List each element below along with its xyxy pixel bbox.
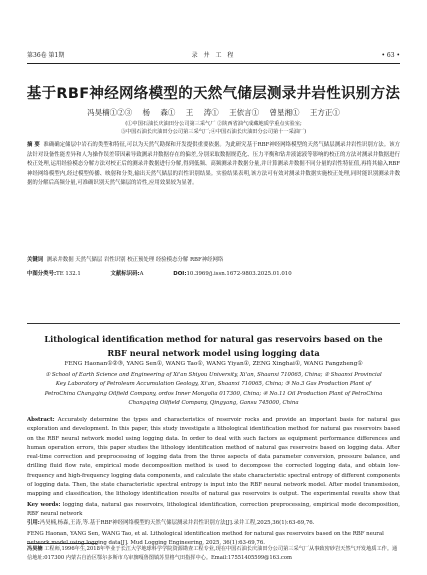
en-abstract-text: Accurately determine the types and characteristics of reservoir rocks and provide an important basis for natural gas exploration and development. In this paper, this study investigate a lithological identification method for natural gas reservoirs based on the RBF neural network model using logging data. In order to deal with such factors as equipment performance differences and human operation errors, this paper studies the lithology identification method of natural gas reservoirs based on logging data. After real-time correction and preprocessing of logging data from the three aspects of data parameter conversion, pressure balance, and drilling fluid flow rate, empirical mode decomposition method is used to decompose the corrected logging data, and obtain low-frequency and high-frequency logging data components, and calculate the state characteristic spectral entropy of different components of logging data. Then, the state characteristic spectral entropy is input into the RBF neural network model. After model transmission, mapping and classification, the lithology identification results of natural gas reservoirs is output. The experimental results show that bbox=[27, 417, 400, 498]
cn-keywords-text: 测录井数据 天然气储层 岩性识别 校正预处理 经验模态分解 RBF神经网络 bbox=[46, 257, 224, 263]
en-keywords-label: Key words: bbox=[27, 502, 61, 508]
doc-label: 文献标识码: bbox=[110, 271, 140, 277]
footnote-rule bbox=[27, 543, 97, 544]
cn-affiliation-line: ③中国石油长庆油田分公司第三采气厂;④中国石油长庆油田分公司第十一采油厂) bbox=[120, 129, 307, 135]
en-authors: FENG Haonan①②③, YANG Sen①, WANG Tao①, WANG Yiyan①, ZENG Xinghai①, WANG Fangzheng① bbox=[64, 361, 363, 367]
footnote-text: 工程师,1996年生,2018年毕业于长江大学地球科学学院资源勘查工程专业,现在中国石油长庆油田分公司第三采气厂从事致密砂岩天然气开发地质工作。通信地址:017300 内蒙古自治区鄂尔多斯市乌审旗嘎鲁图镇苏里格气田指挥中心。Email:17551405599@163.com bbox=[27, 546, 398, 561]
cn-keywords-label: 关键词 bbox=[27, 257, 44, 263]
doc-value: A bbox=[139, 271, 144, 277]
en-keywords bbox=[27, 501, 400, 520]
journal-name: 录 井 工 程 bbox=[191, 52, 236, 59]
doi-value: 10.3969/j.issn.1672-9803.2025.01.010 bbox=[186, 271, 292, 277]
en-abstract-label: Abstract: bbox=[27, 417, 55, 423]
cn-abstract-label: 摘 要 bbox=[27, 142, 40, 148]
citation-en: FENG Haonan, YANG Sen, WANG Tao, et al. Lithological identification method for natural gas reservoirs based on the RBF neural network model using logging data[J]. Mud Logging Engineering, 2025, 36(1):63-69,76. bbox=[27, 531, 384, 547]
header-rule bbox=[27, 63, 400, 64]
footnote-author: 冯昊楠 bbox=[27, 546, 43, 552]
doi-label: DOI: bbox=[173, 271, 187, 277]
running-header bbox=[27, 51, 400, 61]
volume-issue: 第36卷 第1期 bbox=[27, 52, 65, 59]
clc-label: 中图分类号: bbox=[27, 271, 57, 277]
en-title: Lithological identification method for natural gas reservoirs based on the RBF neural network model using logging data bbox=[44, 334, 383, 358]
cn-affiliation-line: (①中国石油长庆油田分公司第三采气厂 ②陕西省油气成藏地质学重点实验室; bbox=[125, 121, 302, 127]
page-number: • 63 • bbox=[381, 52, 400, 59]
en-abstract bbox=[27, 416, 400, 498]
cn-keywords bbox=[27, 256, 400, 266]
section-divider bbox=[27, 323, 400, 324]
author-footnote bbox=[27, 545, 400, 563]
cn-title: 基于RBF神经网络模型的天然气储层测录井岩性识别方法 bbox=[26, 86, 401, 102]
cn-abstract bbox=[27, 141, 400, 249]
cn-authors: 冯昊楠①②③ 杨 森① 王 涛① 王依言① 曾星湘① 王方正① bbox=[87, 108, 340, 117]
en-keywords-text: logging data, natural gas reservoirs, lithological identification, correction preprocessing, empirical mode decomposition, RBF neural network bbox=[27, 502, 400, 518]
cn-abstract-text: 准确确定储层中岩石的类型和特征,可以为天然气勘探和开发提供重要依据。为此研究基于RBF神经网络模型的天然气储层测录井岩性识别方法。该方法针对设备性能差异和人为操作误差带因素导致测录井数据存在的偏差,分别采取数据规范化、压力平衡和钻井液滤液等影响的校正的方法对测录井数据进行校正处理,运用经验模态分解方法对校正后的测录井数据进行分解,得到低频、高频测录井数据分量,并计算测录井数据不同分量的岩性特征值,再将其输入RBF神经网络模型内,经过模型传播、映射和分类,输出天然气储层的岩性识别结果。实验结果表明,该方法可有效对测录井数据实施校正处理,同时能识别测录井数据的分解后高频分量,可准确识别天然气储层的岩性,应用效果较为显著。 bbox=[27, 142, 400, 186]
citation-label: 引用: bbox=[27, 520, 40, 526]
citation-cn-text: 冯昊楠,杨森,王涛,等.基于RBF神经网络模型的天然气储层测录井岩性识别方法[J].录井工程,2025,36(1):63-69,76. bbox=[39, 520, 315, 526]
clc-value: TE 132.1 bbox=[56, 271, 81, 277]
en-affiliations: ① School of Earth Science and Engineering of Xi'an Shiyou University, Xi'an, Shaanxi 710065, China; ② Shaanxi Provincial Key Laboratory of Petroleum Accumulation Geology, Xi'an, Shaanxi 710065, China; ③ No.3 Gas Production Plant of PetroChina Changqing Oilfield Company, ordos Inner Mongolia 017300, China; ④ No.11 Oil Production Plant of PetroChina Changqing Oilfield Company, Qingyang, Gansu 745000, China bbox=[44, 372, 383, 406]
citation-cn bbox=[27, 519, 400, 528]
cn-classification bbox=[27, 270, 400, 279]
